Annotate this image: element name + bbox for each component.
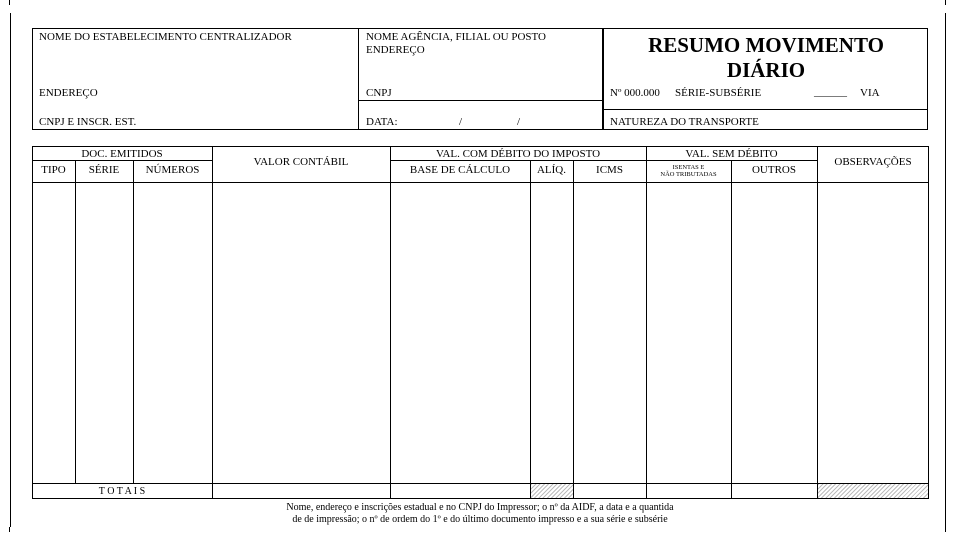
form-title-line1: RESUMO MOVIMENTO <box>648 33 884 57</box>
table-rule <box>731 160 732 499</box>
estab-centralizador-label: NOME DO ESTABELECIMENTO CENTRALIZADOR <box>39 31 292 43</box>
col-valor-contabil-header: VALOR CONTÁBIL <box>253 156 349 168</box>
table-rule <box>390 146 391 499</box>
data-separator: / <box>459 116 463 128</box>
table-rule <box>75 160 76 483</box>
val-debito-header: VAL. COM DÉBITO DO IMPOSTO <box>435 148 601 160</box>
col-aliq-header: ALÍQ. <box>536 164 567 176</box>
col-isentas-line2: NÃO TRIBUTADAS <box>660 171 717 178</box>
aliq-total-hatch <box>531 484 573 498</box>
data-separator: / <box>517 116 521 128</box>
header-divider <box>358 28 359 130</box>
obs-total-hatch <box>818 484 928 498</box>
table-rule <box>646 146 647 499</box>
table-rule <box>530 160 531 499</box>
header-divider <box>358 100 602 101</box>
via-label: VIA <box>860 87 880 99</box>
data-label: DATA: <box>366 116 398 128</box>
endereco-label: ENDEREÇO <box>39 87 98 99</box>
cut-mark <box>9 527 10 532</box>
table-rule <box>212 146 213 499</box>
table-rule <box>32 160 212 161</box>
col-serie-header: SÉRIE <box>88 164 120 176</box>
col-isentas-header <box>646 164 731 178</box>
printer-note-line2: de de impressão; o nº de ordem do 1º e do último documento impresso e a sua série e subsérie <box>292 514 668 525</box>
cut-mark <box>945 527 946 532</box>
agencia-label: NOME AGÊNCIA, FILIAL OU POSTO <box>366 31 546 43</box>
numero-label: Nº 000.000 <box>610 87 660 99</box>
col-icms-header: ICMS <box>596 164 623 176</box>
agencia-endereco-label: ENDEREÇO <box>366 44 425 56</box>
form-title <box>604 33 928 83</box>
table-rule <box>390 160 817 161</box>
table-rule <box>133 160 134 483</box>
table-rule <box>32 483 929 484</box>
col-base-calculo-header: BASE DE CÁLCULO <box>409 164 511 176</box>
col-observacoes-header: OBSERVAÇÕES <box>834 156 912 168</box>
cut-mark <box>9 0 10 5</box>
totais-label: T O T A I S <box>98 486 146 497</box>
header-divider <box>602 109 928 110</box>
cut-mark <box>945 0 946 5</box>
cnpj-label: CNPJ <box>366 87 392 99</box>
doc-emitidos-header: DOC. EMITIDOS <box>81 148 163 160</box>
movement-table <box>32 146 929 499</box>
col-numeros-header: NÚMEROS <box>145 164 200 176</box>
table-rule <box>573 160 574 499</box>
serie-subserie-label: SÉRIE-SUBSÉRIE <box>675 87 762 99</box>
col-outros-header: OUTROS <box>751 164 796 176</box>
col-tipo-header: TIPO <box>41 164 66 176</box>
table-rule <box>32 182 929 183</box>
cnpj-inscr-label: CNPJ E INSCR. EST. <box>39 116 137 128</box>
printer-note-line1: Nome, endereço e inscrições estadual e no CNPJ do Impressor; o nº da AIDF, a data e a quantida <box>286 502 674 513</box>
table-rule <box>817 146 818 499</box>
col-isentas-line1: ISENTAS E <box>672 164 705 171</box>
val-sem-debito-header: VAL. SEM DÉBITO <box>685 148 778 160</box>
natureza-label: NATUREZA DO TRANSPORTE <box>610 116 759 128</box>
via-blank: ______ <box>814 86 847 98</box>
form-title-line2: DIÁRIO <box>726 58 806 82</box>
